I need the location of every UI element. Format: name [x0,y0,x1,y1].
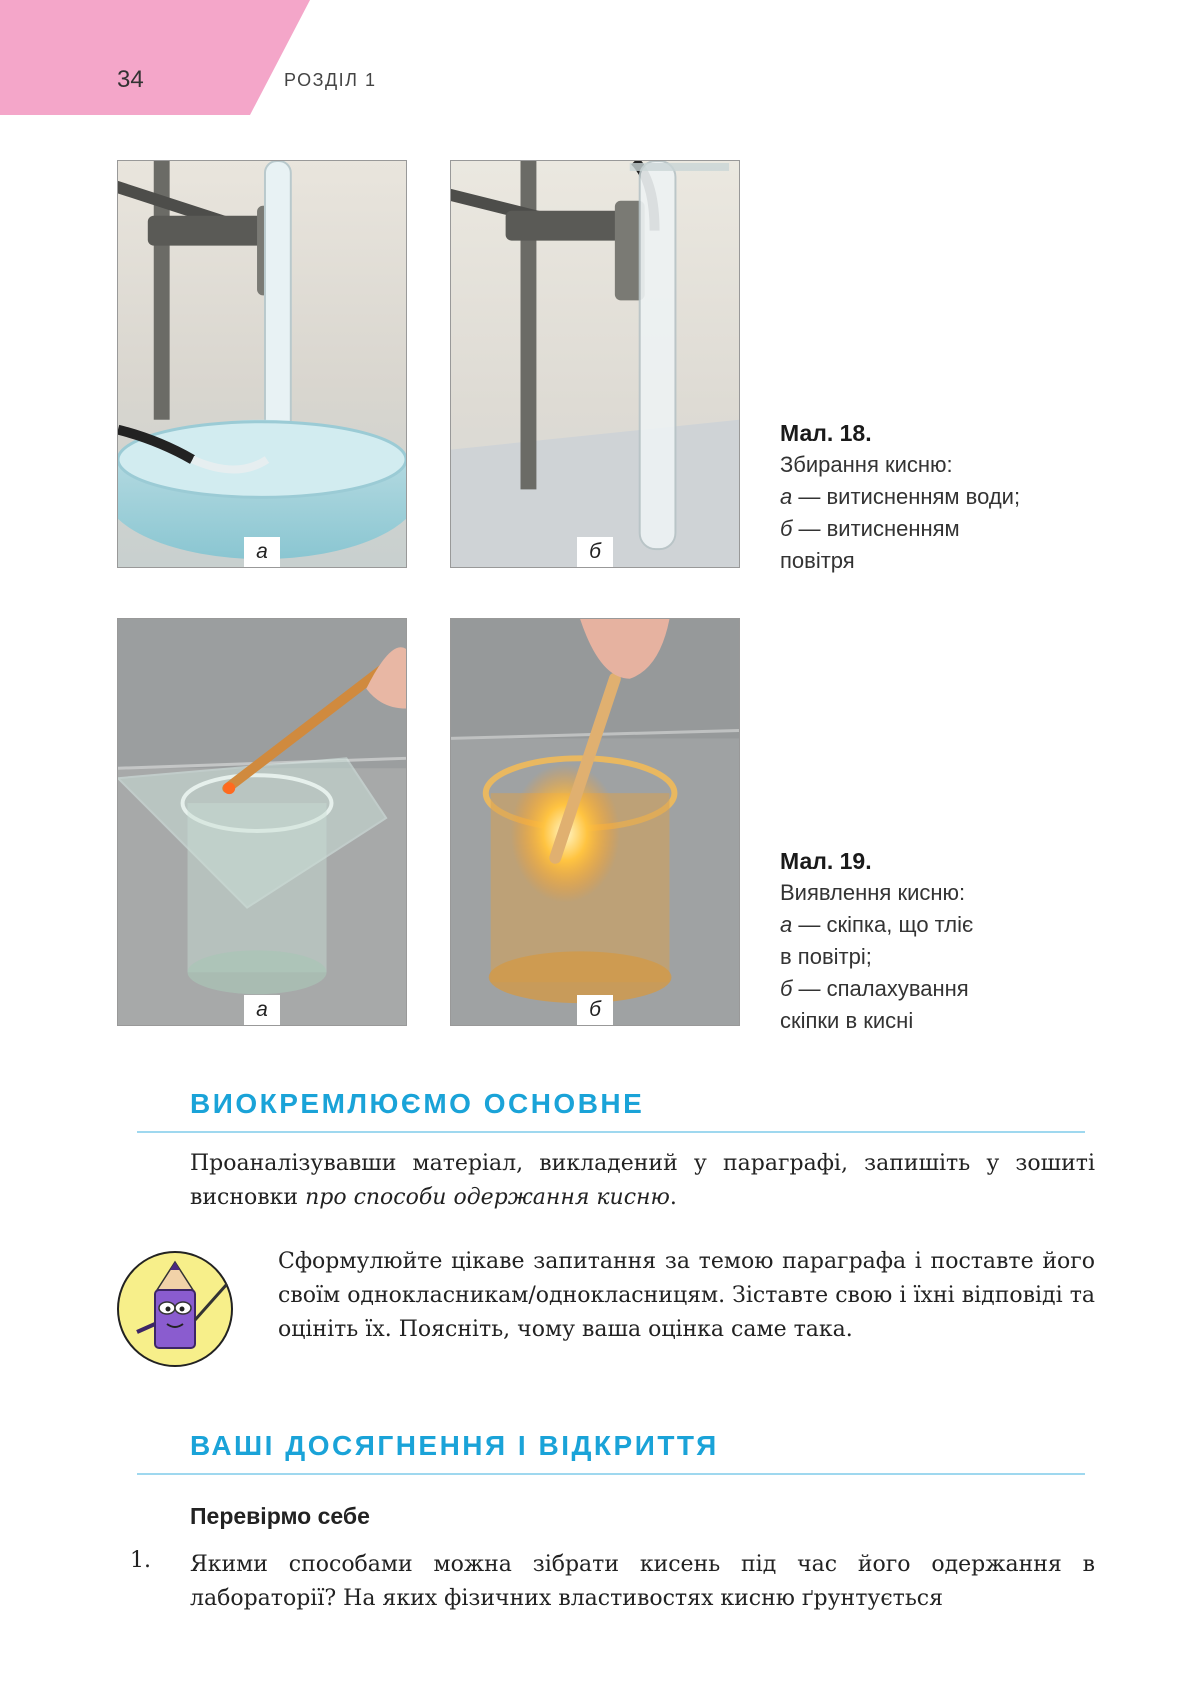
caption-item [780,973,1110,1005]
caption-item-cont: в повітрі; [780,944,872,969]
caption-fig18 [780,417,1110,577]
caption-marker: а [780,912,793,937]
photo-label: а [244,995,280,1025]
task-paragraph: Сформулюйте цікаве запитання за темою параграфа і поставте його своїм однокласникам/однокласницям. Зіставте свою і їхні відповіді та оцініть їх. Поясніть, чому ваша оцінка саме така. [278,1249,1095,1342]
caption-desc: Виявлення кисню: [780,880,966,905]
caption-marker: б [780,976,793,1001]
photo-fig19-a [117,618,407,1026]
caption-desc: Збирання кисню: [780,452,953,477]
caption-item-text: — витисненням [792,516,960,541]
caption-item-text: — витисненням води; [792,484,1021,509]
section-heading-main: ВИОКРЕМЛЮЄМО ОСНОВНЕ [190,1088,645,1119]
caption-item-text: — спалахування [792,976,969,1001]
summary-end: . [669,1185,677,1210]
photo-fig19-b [450,618,740,1026]
caption-fig19 [780,845,1110,1037]
summary-text: Проаналізувавши матеріал, викладений у параграфі, запишіть у зошиті висновки [190,1151,1095,1210]
header-tab [0,0,310,115]
photo-fig18-b [450,160,740,568]
caption-item [780,909,1110,941]
caption-tail: скіпки в кисні [780,1008,914,1033]
caption-marker: а [780,484,793,509]
photo-fig18-a [117,160,407,568]
caption-item [780,481,1110,513]
heading-rule [137,1473,1085,1475]
pencil-mascot-icon [115,1250,235,1368]
summary-italic: про способи одержання кисню [305,1185,670,1210]
photo-label: б [577,537,613,567]
photo-label: б [577,995,613,1025]
caption-item-text: — скіпка, що тліє [792,912,974,937]
heading-rule [137,1131,1085,1133]
caption-title: Мал. 18. [780,420,872,446]
question-number: 1. [130,1548,151,1573]
photo-label: а [244,537,280,567]
subheading-self-check: Перевірмо себе [190,1503,370,1529]
section-heading-achievements: ВАШІ ДОСЯГНЕННЯ І ВІДКРИТТЯ [190,1430,719,1461]
question-text: Якими способами можна зібрати кисень під час його одержання в лабораторії? На яких фізичних властивостях кисню ґрунтується [190,1552,1095,1611]
caption-title: Мал. 19. [780,848,872,874]
section-label: РОЗДІЛ 1 [284,70,377,90]
caption-item [780,513,1110,545]
caption-tail: повітря [780,548,855,573]
page-number: 34 [117,66,144,93]
summary-paragraph [190,1147,1095,1215]
caption-marker: б [780,516,793,541]
